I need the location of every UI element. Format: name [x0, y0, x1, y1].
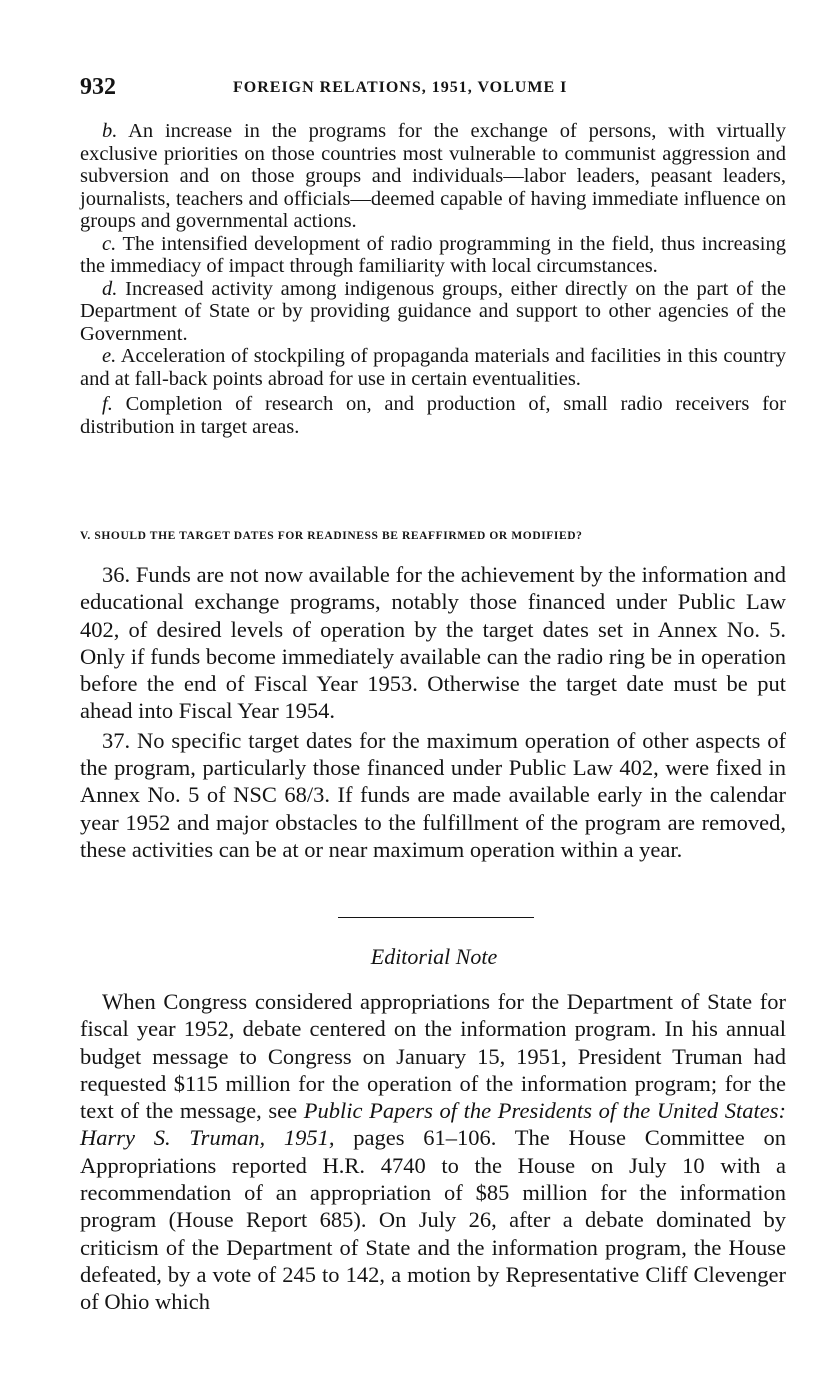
- paragraph-37: 37. No specific target dates for the maximum operation of other aspects of the program, particularly those financed under Public Law 402, were fixed in Annex No. 5 of NSC 68/3. If funds are made available early in the calendar year 1952 and major obstacles to the fulfillment of the program are removed, these activities can be at or near maximum operation within a year.: [80, 727, 786, 862]
- list-item-b: b. An increase in the programs for the exchange of persons, with virtually exclusive priorities on those countries most vulnerable to communist aggression and subversion and on those groups and individuals—labor leaders, peasant leaders, journalists, teachers and officials—deemed capable of having immediate influence on groups and governmental actions.: [80, 120, 786, 232]
- page-header: [80, 74, 780, 106]
- list-item-e: e. Acceleration of stockpiling of propaganda materials and facilities in this country and at fall-back points abroad for use in certain eventualities.: [80, 345, 786, 390]
- lettered-list: [80, 120, 786, 438]
- running-head: FOREIGN RELATIONS, 1951, VOLUME I: [233, 79, 568, 96]
- paragraph-36: 36. Funds are not now available for the achievement by the information and educational exchange programs, notably those financed under Public Law 402, of desired levels of operation by the target dates set in Annex No. 5. Only if funds become immediately available can the radio ring be in operation before the end of Fiscal Year 1953. Otherwise the target date must be put ahead into Fiscal Year 1954.: [80, 562, 786, 724]
- page-number: 932: [80, 74, 116, 100]
- numbered-paragraphs: [80, 561, 786, 863]
- list-item-f: f. Completion of research on, and production of, small radio receivers for distribution in target areas.: [80, 393, 786, 438]
- citation: Public Papers of the Presidents of the United States: Harry S. Truman, 1951,: [80, 1098, 786, 1151]
- list-item-c: c. The intensified development of radio programming in the field, thus increasing the immediacy of impact through familiarity with local circumstances.: [80, 232, 786, 277]
- section-divider: [338, 917, 534, 918]
- editorial-note-title: Editorial Note: [370, 944, 498, 969]
- section-heading: V. SHOULD THE TARGET DATES FOR READINESS BE REAFFIRMED OR MODIFIED?: [80, 530, 583, 542]
- list-item-d: d. Increased activity among indigenous groups, either directly on the part of the Department of State or by providing guidance and support to other agencies of the Government.: [80, 277, 786, 345]
- editorial-note-body: [80, 988, 786, 1316]
- editorial-note-paragraph: When Congress considered appropriations for the Department of State for fiscal year 1952, debate centered on the information program. In his annual budget message to Congress on January 15, 1951, President Truman had requested $115 million for the operation of the information program; for the text of the message, see Public Papers of the Presidents of the United States: Harry S. Truman, 1951, pages 61–106. The House Committee on Appropriations reported H.R. 4740 to the House on July 10 with a recommendation of an appropriation of $85 million for the information program (House Report 685). On July 26, after a debate dominated by criticism of the Department of State and the information program, the House defeated, by a vote of 245 to 142, a motion by Representative Cliff Clevenger of Ohio which: [80, 989, 786, 1315]
